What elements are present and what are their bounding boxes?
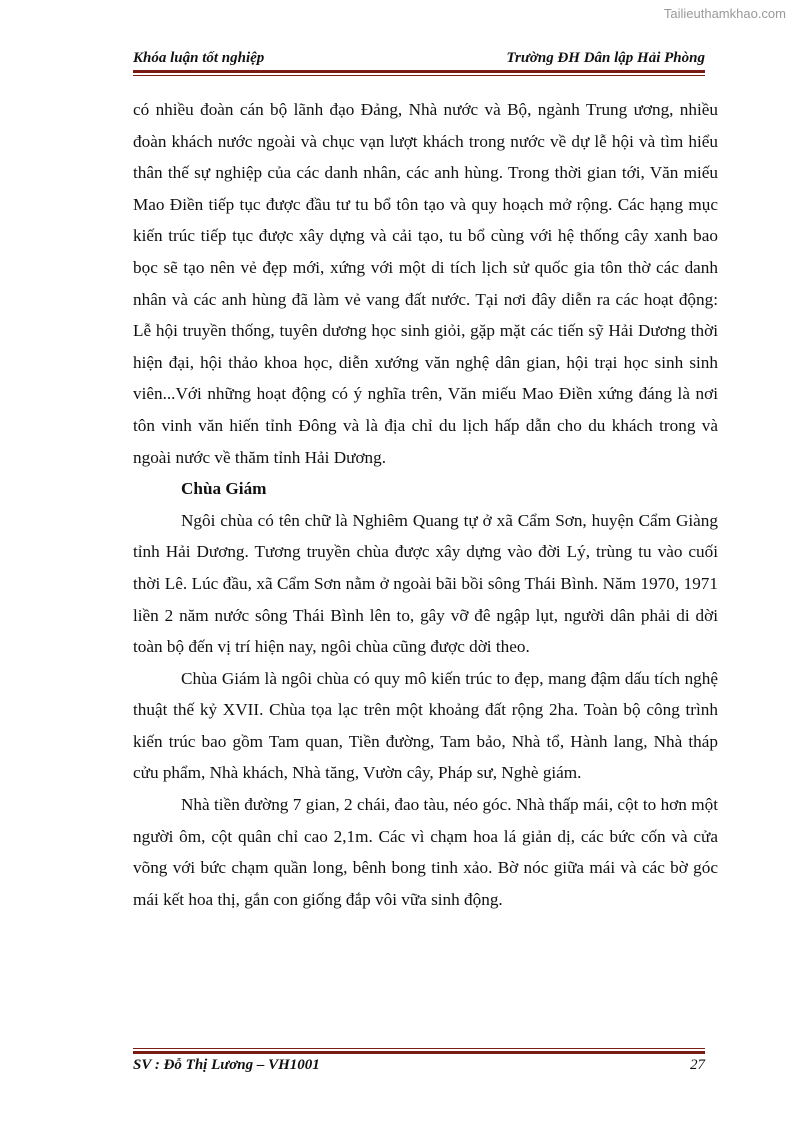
header-thesis-title: Khóa luận tốt nghiệp <box>133 50 265 66</box>
footer-student-name: SV : Đỗ Thị Lương – VH1001 <box>133 1057 320 1073</box>
page-footer <box>133 1057 705 1077</box>
body-paragraph-2: Ngôi chùa có tên chữ là Nghiêm Quang tự ở xã Cẩm Sơn, huyện Cẩm Giàng tỉnh Hải Dương. Tương truyền chùa được xây dựng vào đời Lý, trùng tu vào cuối thời Lê. Lúc đầu, xã Cẩm Sơn nằm ở ngoài bãi bồi sông Thái Bình. Năm 1970, 1971 liền 2 năm nước sông Thái Bình lên to, gây vỡ đê ngập lụt, người dân phải di dời toàn bộ đến vị trí hiện nay, ngôi chùa cũng được dời theo. <box>133 510 718 657</box>
body-paragraph-4: Nhà tiền đường 7 gian, 2 chái, đao tàu, néo góc. Nhà thấp mái, cột to hơn một người ôm, cột quân chỉ cao 2,1m. Các vì chạm hoa lá giản dị, các bức cốn và cửa võng với bức chạm quần long, bênh bong tinh xảo. Bờ nóc giữa mái và các bờ góc mái kết hoa thị, gắn con giống đắp vôi vữa sinh động. <box>133 795 718 909</box>
page-number: 27 <box>690 1057 705 1073</box>
footer-rule-thick <box>133 1051 705 1054</box>
section-heading: Chùa Giám <box>181 479 267 499</box>
watermark-text: Tailieuthamkhao.com <box>663 6 786 21</box>
body-paragraph-3: Chùa Giám là ngôi chùa có quy mô kiến trúc to đẹp, mang đậm dấu tích nghệ thuật thế kỷ XVII. Chùa tọa lạc trên một khoảng đất rộng 2ha. Toàn bộ công trình kiến trúc bao gồm Tam quan, Tiền đường, Tam bảo, Nhà tổ, Hành lang, Nhà tháp cửu phẩm, Nhà khách, Nhà tăng, Vườn cây, Pháp sư, Nghè giám. <box>133 668 718 783</box>
body-paragraph-1: có nhiều đoàn cán bộ lãnh đạo Đảng, Nhà nước và Bộ, ngành Trung ương, nhiều đoàn khách nước ngoài và chục vạn lượt khách trong nước về dự lễ hội và tìm hiểu thân thế sự nghiệp của các danh nhân, các anh hùng. Trong thời gian tới, Văn miếu Mao Điền tiếp tục được đầu tư tu bổ tôn tạo và quy hoạch mở rộng. Các hạng mục kiến trúc tiếp tục được xây dựng và cải tạo, tu bổ cùng với hệ thống cây xanh bao bọc sẽ tạo nên vẻ đẹp mới, xứng với một di tích lịch sử quốc gia tôn thờ các danh nhân và các anh hùng đã làm vẻ vang đất nước. Tại nơi đây diễn ra các hoạt động: Lễ hội truyền thống, tuyên dương học sinh giỏi, gặp mặt các tiến sỹ Hải Dương thời hiện đại, hội thảo khoa học, diễn xướng văn nghệ dân gian, hội trại học sinh sinh viên...Với những hoạt động có ý nghĩa trên, Văn miếu Mao Điền xứng đáng là nơi tôn vinh văn hiến tỉnh Đông và là địa chỉ du lịch hấp dẫn cho du khách trong và ngoài nước về thăm tỉnh Hải Dương. <box>133 100 718 467</box>
header-university: Trường ĐH Dân lập Hải Phòng <box>506 50 705 66</box>
header-rule-thin <box>133 75 705 76</box>
header-rule-thick <box>133 70 705 73</box>
page-body <box>133 94 718 915</box>
page-header <box>133 50 705 70</box>
footer-rule-thin <box>133 1048 705 1049</box>
